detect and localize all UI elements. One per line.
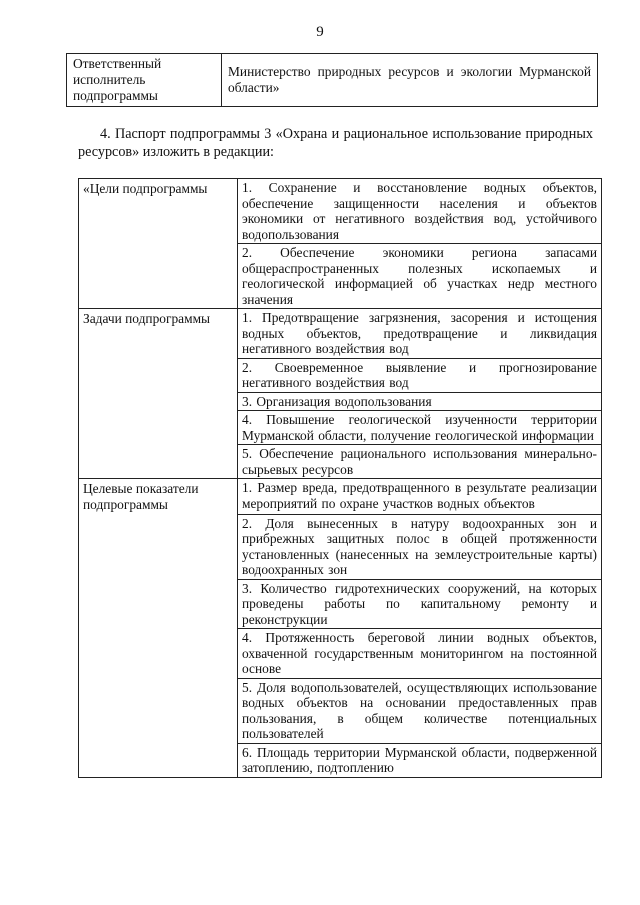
indicator-item: 1. Размер вреда, предотвращенного в результате реализации мероприятий по охране участков водных объектов xyxy=(238,479,602,515)
responsible-executor-table xyxy=(66,53,598,107)
subprogram-passport-table xyxy=(78,178,602,778)
goal-item: 1. Сохранение и восстановление водных объектов, обеспечение защищенности населения и объектов экономики от негативного воздействия вод, устойчивого водопользования xyxy=(238,179,602,244)
goals-label: «Цели подпрограммы xyxy=(79,179,238,244)
goal-item: 2. Обеспечение экономики региона запасами общераспространенных полезных ископаемых и геологической информацией об участках недр местного значения xyxy=(238,244,602,309)
task-item: 2. Своевременное выявление и прогнозирование негативного воздействия вод xyxy=(238,358,602,392)
responsible-executor-value: Министерство природных ресурсов и экологии Мурманской области» xyxy=(222,54,598,107)
indicator-item: 4. Протяженность береговой линии водных объектов, охваченной государственным мониторингом на постоянной основе xyxy=(238,629,602,679)
responsible-executor-label: Ответственный исполнитель подпрограммы xyxy=(67,54,222,107)
indicators-label: Целевые показатели подпрограммы xyxy=(79,479,238,515)
tasks-label: Задачи подпрограммы xyxy=(79,309,238,359)
task-item: 5. Обеспечение рационального использования минерально-сырьевых ресурсов xyxy=(238,445,602,479)
indicator-item: 2. Доля вынесенных в натуру водоохранных зон и прибрежных защитных полос в общей протяженности установленных (нанесенных на землеустроительные карты) водоохранных зон xyxy=(238,514,602,579)
indicator-item: 6. Площадь территории Мурманской области, подверженной затоплению, подтоплению xyxy=(238,743,602,777)
task-item: 3. Организация водопользования xyxy=(238,392,602,411)
indicator-item: 3. Количество гидротехнических сооружений, на которых проведены работы по капитальному ремонту и реконструкции xyxy=(238,579,602,629)
page-number: 9 xyxy=(316,24,324,40)
indicator-item: 5. Доля водопользователей, осуществляющих использование водных объектов на основании предоставленных прав пользования, в общем количестве потенциальных пользователей xyxy=(238,678,602,743)
amendment-paragraph: 4. Паспорт подпрограммы 3 «Охрана и рациональное использование природных ресурсов» изложить в редакции: xyxy=(78,126,593,160)
task-item: 1. Предотвращение загрязнения, засорения и истощения водных объектов, предотвращение и ликвидация негативного воздействия вод xyxy=(238,309,602,359)
task-item: 4. Повышение геологической изученности территории Мурманской области, получение геологической информации xyxy=(238,411,602,445)
